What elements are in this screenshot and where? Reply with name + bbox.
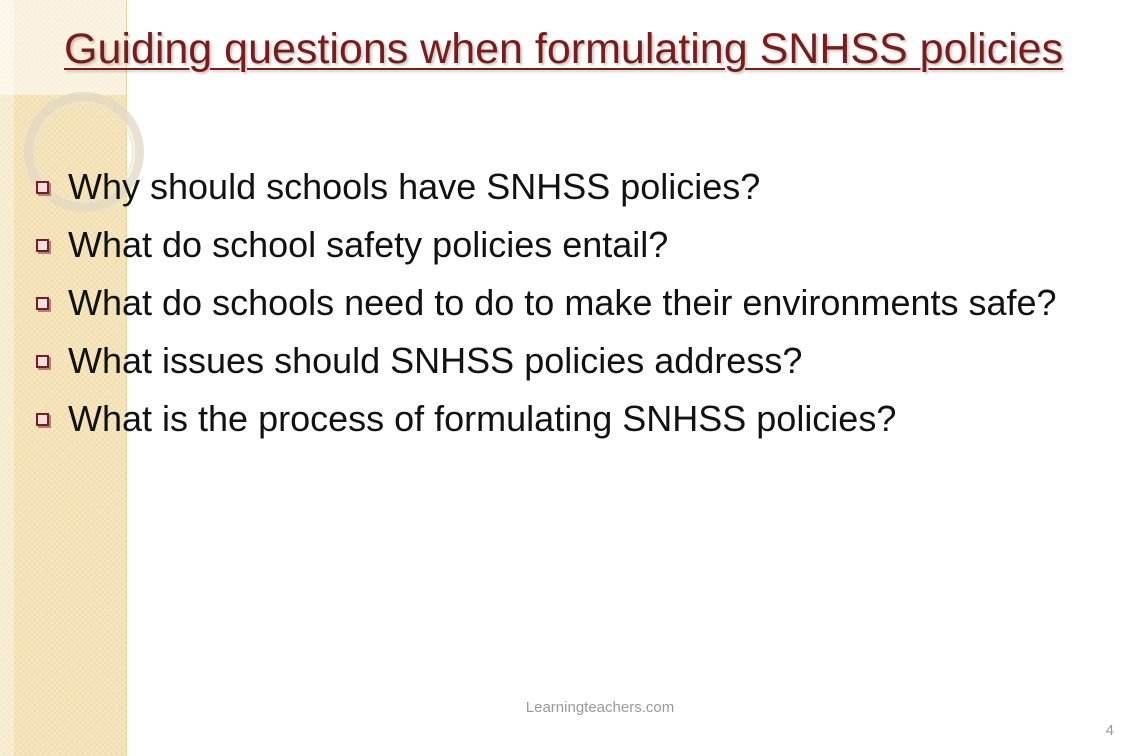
bullet-text: What do school safety policies entail? (68, 224, 669, 265)
bullet-list (36, 164, 1106, 454)
bullet-item (36, 338, 1106, 384)
page-number: 4 (1105, 722, 1114, 739)
bullet-text: What issues should SNHSS policies address? (68, 340, 803, 381)
side-band-highlight (0, 0, 14, 756)
bullet-text: What is the process of formulating SNHSS policies? (68, 398, 897, 439)
bullet-text: Why should schools have SNHSS policies? (68, 166, 761, 207)
bullet-item (36, 222, 1106, 268)
square-bullet-icon (36, 297, 49, 310)
square-bullet-icon (36, 413, 49, 426)
bullet-item (36, 164, 1106, 210)
slide-title: Guiding questions when formulating SNHSS policies (64, 25, 1064, 73)
bullet-item (36, 396, 1106, 442)
bullet-item (36, 280, 1106, 326)
square-bullet-icon (36, 239, 49, 252)
slide-footer: Learningteachers.com (525, 699, 675, 716)
square-bullet-icon (36, 355, 49, 368)
square-bullet-icon (36, 181, 49, 194)
bullet-text: What do schools need to do to make their environments safe? (68, 282, 1057, 323)
